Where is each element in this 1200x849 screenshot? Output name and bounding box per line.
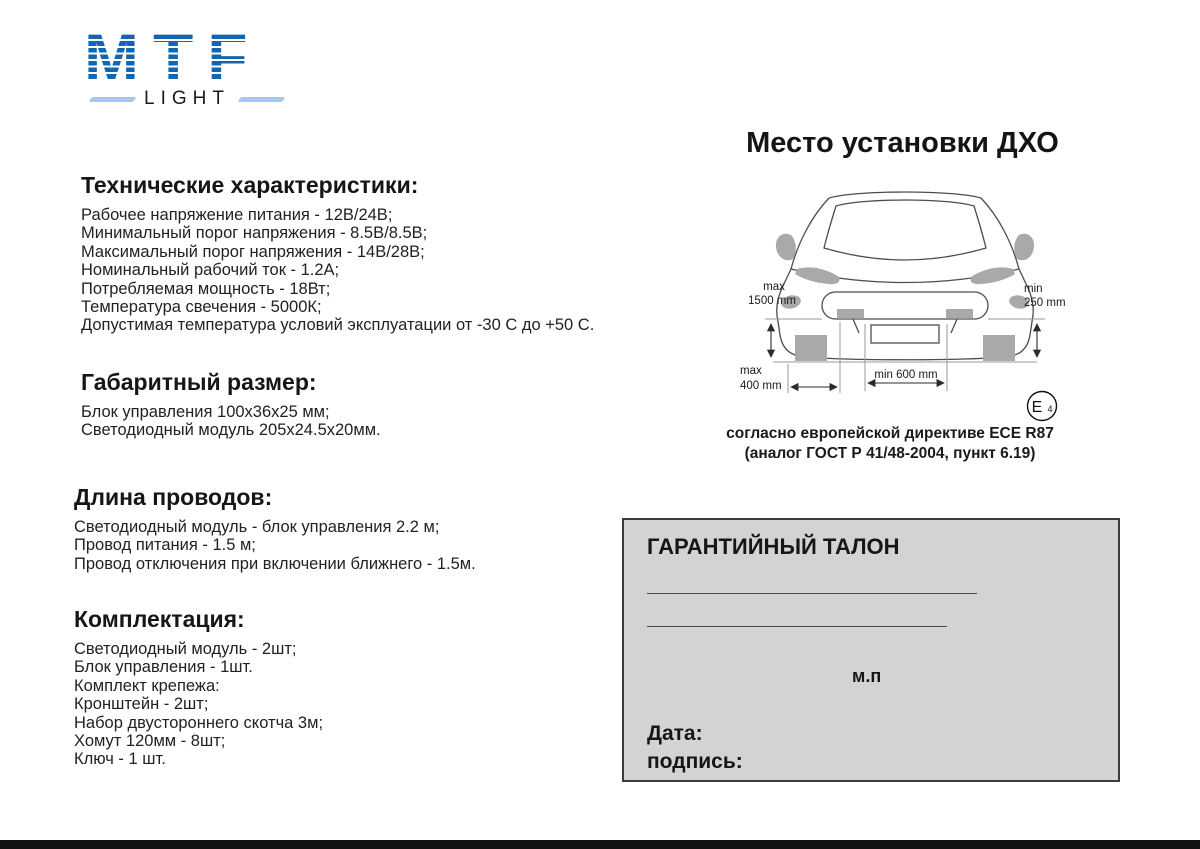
spec-line: Номинальный рабочий ток - 1.2А;: [81, 261, 340, 280]
spec-line: Комплект крепежа:: [74, 676, 220, 695]
spec-line: Провод отключения при включении ближнего - 1.5м.: [74, 554, 476, 573]
section-tech-specs: [81, 172, 594, 335]
spec-line: Допустимая температура условий эксплуатации от -30 С до +50 С.: [81, 316, 595, 335]
spec-line: Светодиодный модуль - блок управления 2.2 м;: [74, 518, 440, 536]
warranty-date-label: Дата:: [647, 722, 703, 745]
mtf-logo: [84, 20, 284, 110]
dim-label-1500mm: 1500 mm: [748, 295, 796, 307]
spec-line: Набор двустороннего скотча 3м;: [74, 713, 324, 732]
car-diagram-svg: [725, 185, 1085, 425]
section-package-contents: [74, 606, 323, 769]
e4-letter: E: [1031, 399, 1043, 416]
section-wire-lengths: [74, 484, 476, 573]
spec-line: Хомут 120мм - 8шт;: [74, 732, 226, 751]
bottom-black-bar: [0, 840, 1200, 849]
directive-note: [690, 424, 1090, 463]
dim-label-max: max: [763, 281, 785, 293]
section-dimensions: [81, 369, 381, 440]
right-wheel: [983, 335, 1015, 361]
warranty-stamp-label: м.п: [852, 666, 882, 686]
logo-left-dash-icon: [88, 97, 137, 102]
e4-number: 4: [1047, 404, 1053, 414]
spec-line: Ключ - 1 шт.: [74, 750, 166, 769]
spec-line: Блок управления - 1шт.: [74, 658, 253, 677]
e4-mark-icon: [1028, 392, 1057, 421]
right-mirror: [1014, 234, 1034, 261]
car-front-diagram: [725, 185, 1085, 425]
directive-line-1: согласно европейской директиве ECE R87: [726, 425, 1054, 442]
section-title: Технические характеристики:: [81, 172, 419, 198]
spec-line: Кронштейн - 2шт;: [74, 695, 209, 714]
warranty-signature-label: подпись:: [647, 750, 743, 773]
warranty-title: ГАРАНТИЙНЫЙ ТАЛОН: [647, 534, 900, 559]
spec-line: Потребляемая мощность - 18Вт;: [81, 279, 331, 298]
dim-label-max2: max: [740, 365, 762, 377]
spec-line: Блок управления 100х36х25 мм;: [81, 403, 330, 421]
installation-title: Место установки ДХО: [746, 127, 1059, 159]
spec-line: Светодиодный модуль 205х24.5х20мм.: [81, 421, 381, 440]
mtf-logo-text: MTF: [84, 28, 284, 86]
spec-line: Светодиодный модуль - 2шт;: [74, 640, 297, 658]
spec-line: Минимальный порог напряжения - 8.5В/8.5В;: [81, 224, 428, 243]
section-title: Комплектация:: [74, 606, 245, 632]
left-wheel: [795, 335, 827, 361]
left-headlight: [795, 267, 840, 284]
dim-label-400mm: 400 mm: [740, 380, 782, 392]
mtf-logo-subtitle: LIGHT: [144, 88, 230, 109]
directive-line-2: (аналог ГОСТ Р 41/48-2004, пункт 6.19): [744, 444, 1036, 462]
left-mirror: [776, 234, 796, 261]
dim-label-250mm: 250 mm: [1024, 297, 1066, 309]
section-title: Длина проводов:: [74, 484, 273, 510]
spec-line: Провод питания - 1.5 м;: [74, 536, 256, 555]
windshield: [824, 200, 986, 260]
warranty-fill-line-2: [647, 626, 947, 627]
right-headlight: [970, 267, 1015, 284]
spec-line: Максимальный порог напряжения - 14В/28В;: [81, 242, 425, 261]
warranty-fill-line-1: [647, 593, 977, 594]
warranty-card: [622, 518, 1120, 782]
section-title: Габаритный размер:: [81, 369, 317, 395]
spec-line: Рабочее напряжение питания - 12В/24В;: [81, 206, 393, 224]
spec-line: Температура свечения - 5000К;: [81, 298, 322, 317]
logo-right-dash-icon: [237, 97, 286, 102]
dim-label-min-600mm: min 600 mm: [874, 369, 938, 381]
license-plate: [871, 325, 939, 343]
dim-label-min: min: [1024, 283, 1043, 295]
right-drl-module: [946, 309, 973, 318]
left-drl-module: [837, 309, 864, 318]
